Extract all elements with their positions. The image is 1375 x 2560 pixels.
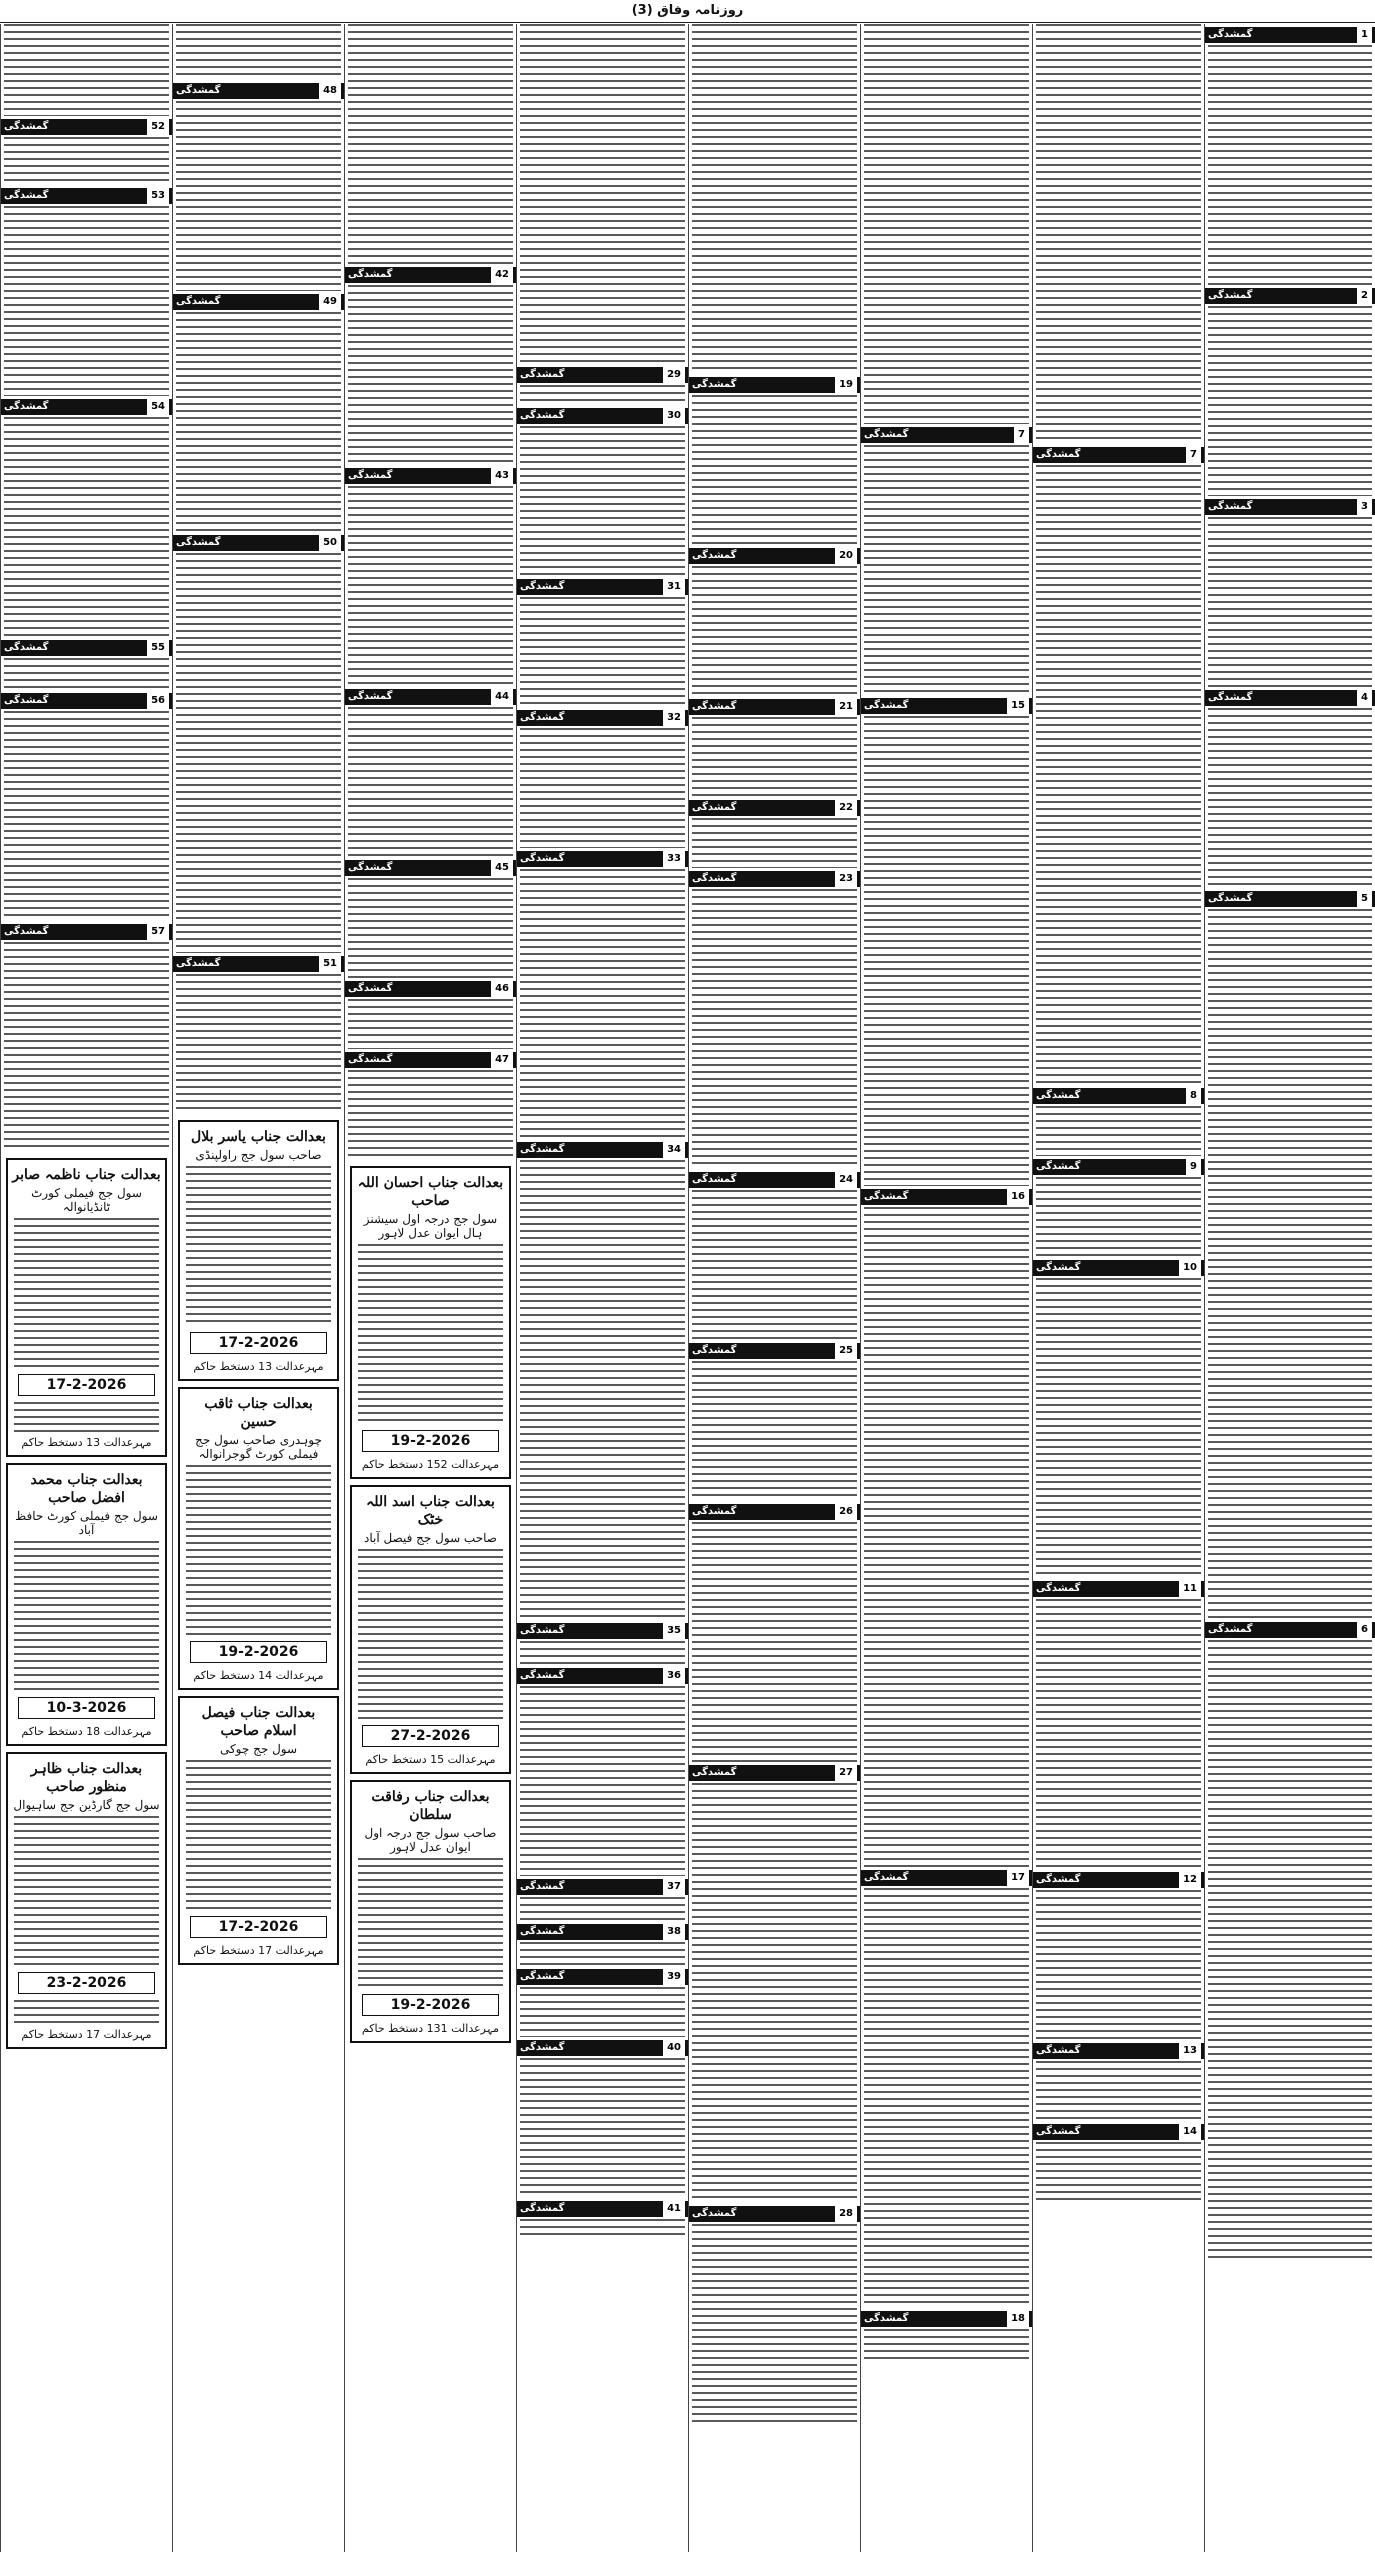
hearing-date: 27-2-2026 bbox=[362, 1725, 499, 1747]
ad-header-27: 27 گمشدگی bbox=[689, 1765, 860, 1781]
ad-header-35: 35 گمشدگی bbox=[517, 1623, 688, 1639]
ad-header-13: 13 گمشدگی bbox=[1033, 2043, 1204, 2059]
ad-header-28: 28 گمشدگی bbox=[689, 2206, 860, 2222]
column-f bbox=[860, 24, 1032, 2552]
ad-header-39: 39 گمشدگی bbox=[517, 1969, 688, 1985]
column-b bbox=[172, 24, 344, 2552]
ad-header-20: 20 گمشدگی bbox=[689, 548, 860, 564]
ad-header-55: 55 گمشدگی bbox=[1, 640, 172, 656]
ad-header-30: 30 گمشدگی bbox=[517, 408, 688, 424]
column-e bbox=[688, 24, 860, 2552]
ad-header-24: 24 گمشدگی bbox=[689, 1172, 860, 1188]
ad-header-12: 12 گمشدگی bbox=[1033, 1872, 1204, 1888]
ad-header-48: 48 گمشدگی bbox=[173, 83, 344, 99]
court-notice-9: بعدالت جناب رفاقت سلطان صاحب سول جج درجہ اول ایوان عدل لاہور 19-2-2026 مہرعدالت 131 دستخط حاکم bbox=[350, 1780, 511, 2043]
court-notice-8: بعدالت جناب اسد اللہ خٹک صاحب سول جج فیصل آباد 27-2-2026 مہرعدالت 15 دستخط حاکم bbox=[350, 1485, 511, 1774]
court-notice-7: بعدالت جناب احسان اللہ صاحب سول جج درجہ اول سیشنز ہال ایوان عدل لاہور 19-2-2026 مہرعدالت 152 دستخط حاکم bbox=[350, 1166, 511, 1479]
column-g bbox=[1032, 24, 1204, 2552]
ad-header-18: 18 گمشدگی bbox=[861, 2311, 1032, 2327]
ad-header-50: 50 گمشدگی bbox=[173, 535, 344, 551]
ad-header-31: 31 گمشدگی bbox=[517, 579, 688, 595]
hearing-date: 17-2-2026 bbox=[190, 1916, 327, 1938]
column-c bbox=[344, 24, 516, 2552]
column-d bbox=[516, 24, 688, 2552]
ad-header-21: 21 گمشدگی bbox=[689, 699, 860, 715]
ad-header-53: 53 گمشدگی bbox=[1, 188, 172, 204]
ad-header-56: 56 گمشدگی bbox=[1, 693, 172, 709]
ad-header-43: 43 گمشدگی bbox=[345, 468, 516, 484]
hearing-date: 19-2-2026 bbox=[362, 1994, 499, 2016]
court-notice-4: بعدالت جناب یاسر بلال صاحب سول جج راولپنڈی 17-2-2026 مہرعدالت 13 دستخط حاکم bbox=[178, 1120, 339, 1381]
ad-header-34: 34 گمشدگی bbox=[517, 1142, 688, 1158]
ad-header-29: 29 گمشدگی bbox=[517, 367, 688, 383]
ad-header-19: 19 گمشدگی bbox=[689, 377, 860, 393]
ad-header-1: 1 گمشدگی bbox=[1205, 27, 1375, 43]
hearing-date: 23-2-2026 bbox=[18, 1972, 155, 1994]
ad-header-14: 14 گمشدگی bbox=[1033, 2124, 1204, 2140]
ad-header-54: 54 گمشدگی bbox=[1, 399, 172, 415]
court-notice-6: بعدالت جناب فیصل اسلام صاحب سول جج چوکی 17-2-2026 مہرعدالت 17 دستخط حاکم bbox=[178, 1696, 339, 1965]
ad-header-17: 17 گمشدگی bbox=[861, 1870, 1032, 1886]
ad-header-32: 32 گمشدگی bbox=[517, 710, 688, 726]
ad-header-45: 45 گمشدگی bbox=[345, 860, 516, 876]
ad-header-42: 42 گمشدگی bbox=[345, 267, 516, 283]
ad-header-7: 7 گمشدگی bbox=[861, 427, 1032, 443]
column-a bbox=[0, 24, 172, 2552]
column-h bbox=[1204, 24, 1375, 2552]
ad-header-6: 6 گمشدگی bbox=[1205, 1622, 1375, 1638]
ad-header-51: 51 گمشدگی bbox=[173, 956, 344, 972]
hearing-date: 19-2-2026 bbox=[362, 1430, 499, 1452]
ad-header-37: 37 گمشدگی bbox=[517, 1879, 688, 1895]
ad-header-33: 33 گمشدگی bbox=[517, 851, 688, 867]
ad-header-57: 57 گمشدگی bbox=[1, 924, 172, 940]
court-notice-3: بعدالت جناب ظاہر منظور صاحب سول جج گارڈین جج ساہیوال 23-2-2026 مہرعدالت 17 دستخط حاکم bbox=[6, 1752, 167, 2049]
ad-header-23: 23 گمشدگی bbox=[689, 871, 860, 887]
ad-header-7b: 7 گمشدگی bbox=[1033, 447, 1204, 463]
ad-header-46: 46 گمشدگی bbox=[345, 981, 516, 997]
ad-header-5: 5 گمشدگی bbox=[1205, 891, 1375, 907]
hearing-date: 19-2-2026 bbox=[190, 1641, 327, 1663]
ad-header-16: 16 گمشدگی bbox=[861, 1189, 1032, 1205]
ad-header-25: 25 گمشدگی bbox=[689, 1343, 860, 1359]
court-notice-2: بعدالت جناب محمد افضل صاحب سول جج فیملی کورٹ حافظ آباد 10-3-2026 مہرعدالت 18 دستخط حاکم bbox=[6, 1463, 167, 1746]
ad-header-2: 2 گمشدگی bbox=[1205, 288, 1375, 304]
ad-header-15: 15 گمشدگی bbox=[861, 698, 1032, 714]
hearing-date: 10-3-2026 bbox=[18, 1697, 155, 1719]
ad-header-9: 9 گمشدگی bbox=[1033, 1159, 1204, 1175]
ad-header-4: 4 گمشدگی bbox=[1205, 690, 1375, 706]
ad-header-49: 49 گمشدگی bbox=[173, 294, 344, 310]
ad-header-10: 10 گمشدگی bbox=[1033, 1260, 1204, 1276]
ad-header-52: 52 گمشدگی bbox=[1, 119, 172, 135]
ad-header-8: 8 گمشدگی bbox=[1033, 1088, 1204, 1104]
ad-header-47: 47 گمشدگی bbox=[345, 1052, 516, 1068]
court-notice-5: بعدالت جناب ثاقب حسین چوہدری صاحب سول جج فیملی کورٹ گوجرانوالہ 19-2-2026 مہرعدالت 14 دستخط حاکم bbox=[178, 1387, 339, 1690]
hearing-date: 17-2-2026 bbox=[190, 1332, 327, 1354]
masthead: روزنامہ وفاق (3) bbox=[0, 0, 1375, 23]
ad-header-36: 36 گمشدگی bbox=[517, 1668, 688, 1684]
ad-header-44: 44 گمشدگی bbox=[345, 689, 516, 705]
ad-header-38: 38 گمشدگی bbox=[517, 1924, 688, 1940]
hearing-date: 17-2-2026 bbox=[18, 1374, 155, 1396]
ad-header-41: 41 گمشدگی bbox=[517, 2201, 688, 2217]
ad-header-11: 11 گمشدگی bbox=[1033, 1581, 1204, 1597]
ad-header-40: 40 گمشدگی bbox=[517, 2040, 688, 2056]
court-notice-1: بعدالت جناب ناظمہ صابر سول جج فیملی کورٹ ٹانڈیانوالہ 17-2-2026 مہرعدالت 13 دستخط حاکم bbox=[6, 1158, 167, 1457]
ad-header-26: 26 گمشدگی bbox=[689, 1504, 860, 1520]
ad-header-3: 3 گمشدگی bbox=[1205, 499, 1375, 515]
ad-header-22: 22 گمشدگی bbox=[689, 800, 860, 816]
